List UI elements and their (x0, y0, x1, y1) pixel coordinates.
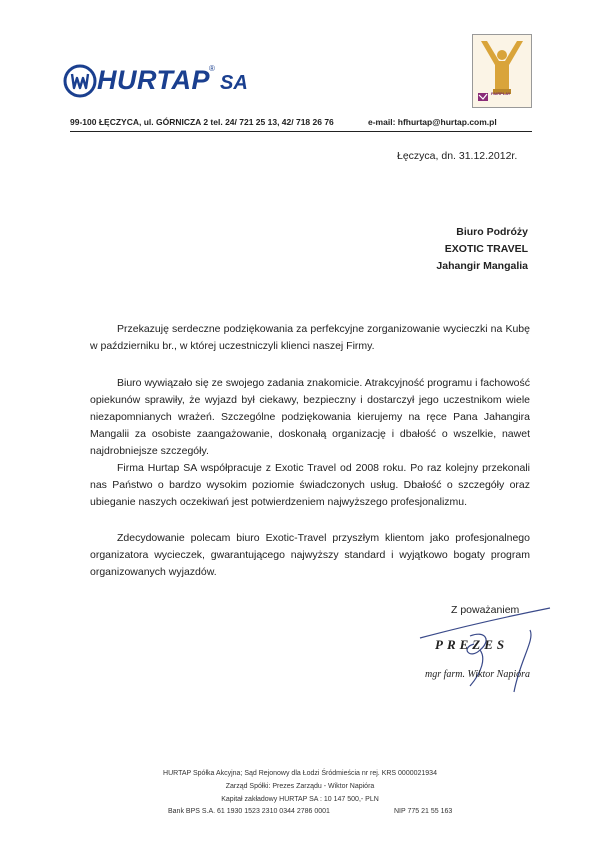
company-email: e-mail: hfhurtap@hurtap.com.pl (368, 117, 497, 127)
footer-management: Zarząd Spółki: Prezes Zarządu - Wiktor Napióra (225, 783, 375, 790)
company-logo (63, 64, 263, 98)
signatory-title: PREZES (435, 637, 509, 652)
fairplay-award-badge (472, 34, 532, 108)
letter-paragraph-1: Przekazuję serdeczne podziękowania za perfekcyjne zorganizowanie wycieczki na Kubę w październiku br., w której uczestniczyli klienci naszej Firmy. (90, 323, 530, 352)
letter-paragraph-4: Zdecydowanie polecam biuro Exotic-Travel przyszłym klientom jako profesjonalnego organizatora wycieczek, gwarantującego najwyższy standard i wyjątkowo bogaty program organizowanych wyjazdów. (90, 532, 530, 578)
recipient-line-1: Biuro Podróży (456, 226, 528, 238)
footer-nip: NIP 775 21 55 163 (394, 808, 453, 815)
company-address: 99-100 ŁĘCZYCA, ul. GÓRNICZA 2 tel. 24/ 721 25 13, 42/ 718 26 76 (70, 117, 334, 127)
signatory-name: mgr farm. Wiktor Napióra (425, 669, 531, 680)
letter-paragraph-2: Biuro wywiązało się ze swojego zadania znakomicie. Atrakcyjność programu i fachowość opiekunów sprawiły, że wyjazd był ciekawy, bezpieczny i dostarczył jego uczestnikom wiele niezapomnianych wrażeń. Szczególne podziękowania kierujemy na ręce Pana Jahangira Mangalii za osobiste zaangażowanie, doskonałą organizację i dbałość o wszelkie, nawet najdrobniejsze szczegóły. (90, 377, 530, 457)
registered-mark: ® (209, 64, 215, 73)
footer-capital: Kapitał zakładowy HURTAP SA : 10 147 500,- PLN (221, 796, 379, 803)
award-statuette-icon (473, 35, 531, 107)
header-divider (70, 131, 532, 132)
closing-phrase: Z poważaniem (451, 604, 520, 616)
company-suffix: SA (220, 72, 248, 94)
letter-paragraph-3: Firma Hurtap SA współpracuje z Exotic Travel od 2008 roku. Po raz kolejny przekonali nas Państwo o bardzo wysokim poziomie świadczonych usług. Dbałość o szczegóły oraz ubieganie naszych oczekiwań jest potwierdzeniem najwyższego profesjonalizmu. (90, 462, 530, 508)
footer-company-registration: HURTAP Spółka Akcyjna; Sąd Rejonowy dla Łodzi Śródmieścia nr rej. KRS 0000021934 (163, 770, 437, 777)
letter-date: Łęczyca, dn. 31.12.2012r. (397, 150, 518, 162)
recipient-line-3: Jahangir Mangalia (436, 260, 528, 272)
award-label: FAIRPLAY (491, 91, 511, 96)
hurtap-logo-mark-icon (63, 64, 97, 98)
recipient-line-2: EXOTIC TRAVEL (444, 243, 528, 255)
footer-bank-account: Bank BPS S.A. 61 1930 1523 2310 0344 2786 0001 (168, 808, 330, 815)
company-brand: HURTAP (97, 65, 211, 95)
